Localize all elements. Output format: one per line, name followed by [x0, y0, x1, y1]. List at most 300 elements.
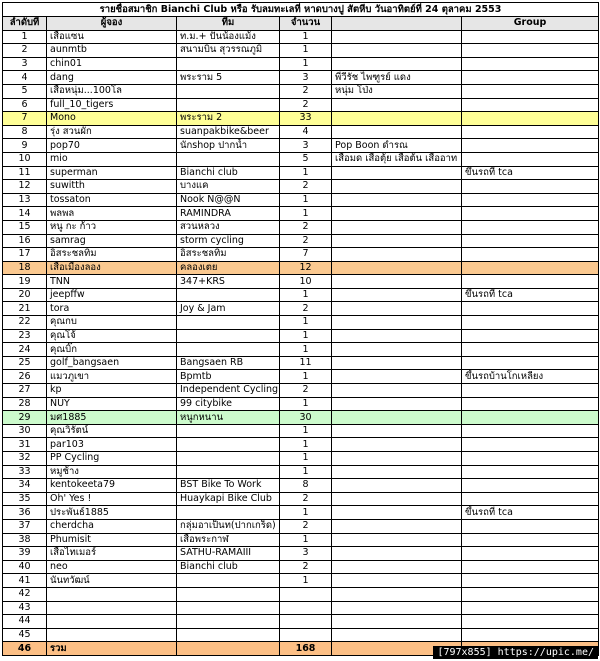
cell-name[interactable]: Oh' Yes !: [47, 492, 177, 506]
cell-name[interactable]: mio: [47, 152, 177, 166]
watermark-label: [797x855] https://upic.me/: [433, 646, 598, 659]
cell-note[interactable]: [332, 44, 462, 58]
cell-team[interactable]: RAMINDRA: [177, 207, 280, 221]
cell-group[interactable]: [462, 112, 599, 126]
cell-group[interactable]: [462, 71, 599, 85]
cell-name[interactable]: Mono: [47, 112, 177, 126]
cell-group[interactable]: [462, 560, 599, 574]
cell-group[interactable]: [462, 316, 599, 330]
cell-count[interactable]: 10: [280, 275, 332, 289]
cell-note[interactable]: [332, 57, 462, 71]
cell-note[interactable]: [332, 180, 462, 194]
cell-no[interactable]: 32: [3, 452, 47, 466]
cell-name[interactable]: tora: [47, 302, 177, 316]
cell-team[interactable]: BST Bike To Work: [177, 479, 280, 493]
cell-note[interactable]: [332, 370, 462, 384]
cell-team[interactable]: [177, 84, 280, 98]
cell-name[interactable]: เสือเมืองลอง: [47, 261, 177, 275]
title-row: [3, 3, 599, 17]
cell-team[interactable]: กลุ่มอาเป็นท(ปากเกร็ด): [177, 519, 280, 533]
cell-count[interactable]: 1: [280, 288, 332, 302]
cell-group[interactable]: [462, 180, 599, 194]
cell-team[interactable]: Bpmtb: [177, 370, 280, 384]
cell-count[interactable]: [280, 615, 332, 629]
cell-note[interactable]: [332, 98, 462, 112]
cell-team[interactable]: [177, 288, 280, 302]
cell-no[interactable]: 40: [3, 560, 47, 574]
cell-count[interactable]: 2: [280, 180, 332, 194]
cell-group[interactable]: [462, 533, 599, 547]
header-count[interactable]: จำนวน: [280, 17, 332, 31]
cell-note[interactable]: [332, 438, 462, 452]
cell-count[interactable]: 2: [280, 519, 332, 533]
cell-name[interactable]: คุณบิ๊ก: [47, 343, 177, 357]
total-count[interactable]: 168: [280, 642, 332, 656]
cell-no[interactable]: 17: [3, 248, 47, 262]
cell-note[interactable]: [332, 397, 462, 411]
cell-no[interactable]: 24: [3, 343, 47, 357]
cell-name[interactable]: คุณวิรัตน์: [47, 424, 177, 438]
cell-count[interactable]: 2: [280, 384, 332, 398]
cell-no[interactable]: 7: [3, 112, 47, 126]
cell-team[interactable]: Bianchi club: [177, 560, 280, 574]
cell-note[interactable]: [332, 533, 462, 547]
cell-group[interactable]: [462, 384, 599, 398]
table-row: [3, 343, 599, 357]
cell-count[interactable]: 1: [280, 30, 332, 44]
cell-count[interactable]: 1: [280, 533, 332, 547]
cell-team[interactable]: storm cycling: [177, 234, 280, 248]
cell-team[interactable]: [177, 628, 280, 642]
cell-no[interactable]: 37: [3, 519, 47, 533]
cell-note[interactable]: [332, 506, 462, 520]
cell-team[interactable]: Nook N@@N: [177, 193, 280, 207]
cell-no[interactable]: 10: [3, 152, 47, 166]
cell-count[interactable]: 5: [280, 152, 332, 166]
table-row: [3, 275, 599, 289]
cell-group[interactable]: [462, 438, 599, 452]
cell-count[interactable]: 1: [280, 574, 332, 588]
cell-no[interactable]: 13: [3, 193, 47, 207]
cell-note[interactable]: Pop Boon ดำรณ: [332, 139, 462, 153]
cell-count[interactable]: 1: [280, 424, 332, 438]
cell-name[interactable]: [47, 628, 177, 642]
cell-name[interactable]: [47, 601, 177, 615]
cell-team[interactable]: หนูกหนาน: [177, 411, 280, 425]
cell-group[interactable]: [462, 248, 599, 262]
cell-name[interactable]: jeepffw: [47, 288, 177, 302]
cell-group[interactable]: [462, 343, 599, 357]
cell-count[interactable]: 3: [280, 547, 332, 561]
cell-count[interactable]: 1: [280, 207, 332, 221]
cell-no[interactable]: 23: [3, 329, 47, 343]
cell-note[interactable]: [332, 560, 462, 574]
cell-count[interactable]: 11: [280, 356, 332, 370]
cell-group[interactable]: [462, 465, 599, 479]
cell-no[interactable]: 6: [3, 98, 47, 112]
cell-team[interactable]: สนามบิน สุวรรณภูมิ: [177, 44, 280, 58]
cell-team[interactable]: SATHU-RAMAIII: [177, 547, 280, 561]
cell-team[interactable]: 99 citybike: [177, 397, 280, 411]
cell-note[interactable]: [332, 316, 462, 330]
cell-group[interactable]: ขึ้นรถที่ tca: [462, 166, 599, 180]
cell-no[interactable]: 43: [3, 601, 47, 615]
cell-note[interactable]: [332, 207, 462, 221]
cell-note[interactable]: [332, 125, 462, 139]
total-label[interactable]: รวม: [47, 642, 177, 656]
cell-group[interactable]: [462, 452, 599, 466]
cell-team[interactable]: พระราม 2: [177, 112, 280, 126]
table-row: [3, 248, 599, 262]
cell-count[interactable]: 7: [280, 248, 332, 262]
header-team[interactable]: ทีม: [177, 17, 280, 31]
cell-note[interactable]: [332, 356, 462, 370]
cell-note[interactable]: [332, 329, 462, 343]
cell-group[interactable]: [462, 356, 599, 370]
cell-group[interactable]: [462, 397, 599, 411]
cell-name[interactable]: หมูช้าง: [47, 465, 177, 479]
cell-team[interactable]: [177, 574, 280, 588]
cell-count[interactable]: 3: [280, 71, 332, 85]
cell-team[interactable]: [177, 343, 280, 357]
cell-name[interactable]: เสือแซน: [47, 30, 177, 44]
cell-count[interactable]: 1: [280, 506, 332, 520]
cell-count[interactable]: 1: [280, 397, 332, 411]
cell-count[interactable]: 2: [280, 492, 332, 506]
cell-count[interactable]: 4: [280, 125, 332, 139]
cell-name[interactable]: NUY: [47, 397, 177, 411]
cell-no[interactable]: 31: [3, 438, 47, 452]
cell-group[interactable]: [462, 220, 599, 234]
cell-count[interactable]: 2: [280, 98, 332, 112]
cell-no[interactable]: 12: [3, 180, 47, 194]
cell-team[interactable]: Huaykapi Bike Club: [177, 492, 280, 506]
cell-note[interactable]: [332, 302, 462, 316]
table-row: [3, 207, 599, 221]
cell-name[interactable]: neo: [47, 560, 177, 574]
cell-team[interactable]: 347+KRS: [177, 275, 280, 289]
cell-no[interactable]: 11: [3, 166, 47, 180]
cell-group[interactable]: [462, 234, 599, 248]
cell-name[interactable]: samrag: [47, 234, 177, 248]
cell-team[interactable]: [177, 601, 280, 615]
cell-name[interactable]: PP Cycling: [47, 452, 177, 466]
cell-name[interactable]: kp: [47, 384, 177, 398]
cell-no[interactable]: 30: [3, 424, 47, 438]
cell-count[interactable]: 30: [280, 411, 332, 425]
cell-count[interactable]: 12: [280, 261, 332, 275]
cell-note[interactable]: [332, 492, 462, 506]
cell-no[interactable]: 38: [3, 533, 47, 547]
cell-name[interactable]: suwitth: [47, 180, 177, 194]
table-row: [3, 438, 599, 452]
cell-group[interactable]: [462, 411, 599, 425]
cell-no[interactable]: 26: [3, 370, 47, 384]
table-row: [3, 261, 599, 275]
header-group[interactable]: Group: [462, 17, 599, 31]
cell-no[interactable]: 9: [3, 139, 47, 153]
cell-note[interactable]: [332, 519, 462, 533]
cell-group[interactable]: [462, 329, 599, 343]
cell-note[interactable]: เสือมด เสือตุ้ย เสือต้น เสืออาท: [332, 152, 462, 166]
cell-note[interactable]: [332, 288, 462, 302]
cell-group[interactable]: [462, 492, 599, 506]
cell-count[interactable]: 1: [280, 44, 332, 58]
cell-count[interactable]: [280, 628, 332, 642]
cell-no[interactable]: 4: [3, 71, 47, 85]
cell-team[interactable]: [177, 452, 280, 466]
cell-note[interactable]: [332, 234, 462, 248]
cell-note[interactable]: [332, 547, 462, 561]
cell-note[interactable]: [332, 628, 462, 642]
cell-name[interactable]: TNN: [47, 275, 177, 289]
cell-note[interactable]: [332, 452, 462, 466]
cell-team[interactable]: บางแค: [177, 180, 280, 194]
cell-count[interactable]: 8: [280, 479, 332, 493]
table-row: [3, 180, 599, 194]
cell-name[interactable]: ประพันธ์1885: [47, 506, 177, 520]
cell-no[interactable]: 20: [3, 288, 47, 302]
cell-note[interactable]: [332, 343, 462, 357]
cell-group[interactable]: [462, 519, 599, 533]
cell-team[interactable]: อิสระชลทิม: [177, 248, 280, 262]
cell-group[interactable]: ขึ้นรถที่ tca: [462, 506, 599, 520]
cell-count[interactable]: 1: [280, 166, 332, 180]
cell-name[interactable]: [47, 587, 177, 601]
cell-name[interactable]: อิสระชลทิม: [47, 248, 177, 262]
cell-note[interactable]: [332, 193, 462, 207]
cell-note[interactable]: [332, 479, 462, 493]
cell-no[interactable]: 42: [3, 587, 47, 601]
cell-count[interactable]: 2: [280, 234, 332, 248]
cell-no[interactable]: 28: [3, 397, 47, 411]
cell-group[interactable]: [462, 125, 599, 139]
cell-note[interactable]: หนุ่ม โป่ง: [332, 84, 462, 98]
cell-count[interactable]: 1: [280, 57, 332, 71]
cell-no[interactable]: 22: [3, 316, 47, 330]
cell-group[interactable]: [462, 152, 599, 166]
cell-no[interactable]: 35: [3, 492, 47, 506]
table-row: [3, 288, 599, 302]
header-note[interactable]: [332, 17, 462, 31]
cell-no[interactable]: 44: [3, 615, 47, 629]
cell-note[interactable]: [332, 275, 462, 289]
cell-group[interactable]: [462, 547, 599, 561]
cell-name[interactable]: kentokeeta79: [47, 479, 177, 493]
cell-no[interactable]: 25: [3, 356, 47, 370]
cell-no[interactable]: 16: [3, 234, 47, 248]
cell-team[interactable]: เสือพระกาฬ: [177, 533, 280, 547]
cell-group[interactable]: [462, 601, 599, 615]
cell-name[interactable]: golf_bangsaen: [47, 356, 177, 370]
cell-group[interactable]: [462, 615, 599, 629]
cell-note[interactable]: [332, 574, 462, 588]
cell-team[interactable]: พระราม 5: [177, 71, 280, 85]
cell-count[interactable]: 2: [280, 560, 332, 574]
table-row: [3, 384, 599, 398]
cell-team[interactable]: [177, 98, 280, 112]
cell-group[interactable]: [462, 30, 599, 44]
cell-group[interactable]: [462, 261, 599, 275]
table-row: [3, 615, 599, 629]
cell-count[interactable]: 1: [280, 343, 332, 357]
cell-no[interactable]: 2: [3, 44, 47, 58]
cell-team[interactable]: Bangsaen RB: [177, 356, 280, 370]
cell-name[interactable]: แมวภูเขา: [47, 370, 177, 384]
cell-group[interactable]: [462, 44, 599, 58]
cell-team[interactable]: Independent Cycling: [177, 384, 280, 398]
cell-team[interactable]: Joy & Jam: [177, 302, 280, 316]
cell-team[interactable]: [177, 57, 280, 71]
cell-no[interactable]: 5: [3, 84, 47, 98]
cell-name[interactable]: cherdcha: [47, 519, 177, 533]
cell-group[interactable]: [462, 84, 599, 98]
cell-count[interactable]: 1: [280, 370, 332, 384]
cell-team[interactable]: [177, 465, 280, 479]
cell-group[interactable]: [462, 57, 599, 71]
cell-name[interactable]: chin01: [47, 57, 177, 71]
cell-name[interactable]: คุณโจ้: [47, 329, 177, 343]
cell-group[interactable]: [462, 302, 599, 316]
table-row: [3, 628, 599, 642]
cell-note[interactable]: พี่วีรัช ไพฑูรย์ แดง: [332, 71, 462, 85]
cell-note[interactable]: [332, 166, 462, 180]
cell-name[interactable]: aunmtb: [47, 44, 177, 58]
cell-count[interactable]: 3: [280, 139, 332, 153]
table-row: [3, 547, 599, 561]
cell-name[interactable]: dang: [47, 71, 177, 85]
cell-name[interactable]: superman: [47, 166, 177, 180]
cell-group[interactable]: [462, 574, 599, 588]
cell-no[interactable]: 1: [3, 30, 47, 44]
cell-team[interactable]: สวนหลวง: [177, 220, 280, 234]
cell-no[interactable]: 39: [3, 547, 47, 561]
cell-name[interactable]: เสือไทเมอร์: [47, 547, 177, 561]
cell-count[interactable]: [280, 587, 332, 601]
cell-no[interactable]: 41: [3, 574, 47, 588]
cell-team[interactable]: [177, 424, 280, 438]
cell-name[interactable]: par103: [47, 438, 177, 452]
cell-note[interactable]: [332, 261, 462, 275]
total-team[interactable]: [177, 642, 280, 656]
cell-count[interactable]: 1: [280, 193, 332, 207]
cell-note[interactable]: [332, 424, 462, 438]
cell-team[interactable]: คลองเตย: [177, 261, 280, 275]
cell-note[interactable]: [332, 465, 462, 479]
table-row: [3, 533, 599, 547]
cell-team[interactable]: suanpakbike&beer: [177, 125, 280, 139]
cell-count[interactable]: 1: [280, 329, 332, 343]
cell-name[interactable]: รุ่ง สวนผัก: [47, 125, 177, 139]
cell-group[interactable]: [462, 628, 599, 642]
cell-note[interactable]: [332, 384, 462, 398]
table-row: [3, 234, 599, 248]
cell-team[interactable]: [177, 438, 280, 452]
cell-name[interactable]: หนู กะ ก้าว: [47, 220, 177, 234]
cell-note[interactable]: [332, 220, 462, 234]
cell-count[interactable]: 1: [280, 316, 332, 330]
cell-note[interactable]: [332, 587, 462, 601]
cell-note[interactable]: [332, 601, 462, 615]
cell-no[interactable]: 14: [3, 207, 47, 221]
cell-no[interactable]: 18: [3, 261, 47, 275]
cell-team[interactable]: [177, 615, 280, 629]
cell-group[interactable]: ขึ้นรถที่ tca: [462, 288, 599, 302]
cell-team[interactable]: [177, 316, 280, 330]
cell-name[interactable]: pop70: [47, 139, 177, 153]
cell-group[interactable]: [462, 479, 599, 493]
cell-note[interactable]: [332, 112, 462, 126]
cell-no[interactable]: 33: [3, 465, 47, 479]
cell-name[interactable]: นันทวัฒน์: [47, 574, 177, 588]
table-row: [3, 112, 599, 126]
cell-name[interactable]: tossaton: [47, 193, 177, 207]
cell-name[interactable]: คุณกบ: [47, 316, 177, 330]
cell-no[interactable]: 3: [3, 57, 47, 71]
cell-no[interactable]: 19: [3, 275, 47, 289]
cell-group[interactable]: [462, 424, 599, 438]
cell-no[interactable]: 36: [3, 506, 47, 520]
cell-note[interactable]: [332, 30, 462, 44]
cell-group[interactable]: [462, 275, 599, 289]
cell-note[interactable]: [332, 411, 462, 425]
cell-count[interactable]: 1: [280, 465, 332, 479]
cell-count[interactable]: 1: [280, 452, 332, 466]
cell-name[interactable]: เสือหนุ่ม...100โล: [47, 84, 177, 98]
cell-count[interactable]: 2: [280, 220, 332, 234]
cell-group[interactable]: [462, 207, 599, 221]
cell-group[interactable]: ขึ้นรถบ้านโกเหลียง: [462, 370, 599, 384]
cell-count[interactable]: 1: [280, 438, 332, 452]
cell-count[interactable]: 2: [280, 302, 332, 316]
cell-count[interactable]: [280, 601, 332, 615]
cell-no[interactable]: 15: [3, 220, 47, 234]
cell-group[interactable]: [462, 98, 599, 112]
cell-team[interactable]: [177, 587, 280, 601]
cell-count[interactable]: 2: [280, 84, 332, 98]
cell-no[interactable]: 27: [3, 384, 47, 398]
cell-group[interactable]: [462, 587, 599, 601]
cell-no[interactable]: 21: [3, 302, 47, 316]
cell-name[interactable]: มศ1885: [47, 411, 177, 425]
cell-group[interactable]: [462, 193, 599, 207]
table-row: [3, 424, 599, 438]
cell-name[interactable]: [47, 615, 177, 629]
cell-team[interactable]: [177, 506, 280, 520]
header-no[interactable]: ลำดับที่: [3, 17, 47, 31]
cell-team[interactable]: Bianchi club: [177, 166, 280, 180]
table-row: [3, 397, 599, 411]
cell-no[interactable]: 34: [3, 479, 47, 493]
total-no[interactable]: 46: [3, 642, 47, 656]
table-row: [3, 465, 599, 479]
cell-team[interactable]: ท.ม.+ ปั่นน้องแม้ง: [177, 30, 280, 44]
cell-team[interactable]: นักshop ปากน้ำ: [177, 139, 280, 153]
cell-no[interactable]: 45: [3, 628, 47, 642]
cell-team[interactable]: [177, 329, 280, 343]
cell-count[interactable]: 33: [280, 112, 332, 126]
cell-no[interactable]: 8: [3, 125, 47, 139]
cell-group[interactable]: [462, 139, 599, 153]
cell-note[interactable]: [332, 248, 462, 262]
cell-note[interactable]: [332, 615, 462, 629]
cell-team[interactable]: [177, 152, 280, 166]
header-name[interactable]: ผู้จอง: [47, 17, 177, 31]
cell-name[interactable]: full_10_tigers: [47, 98, 177, 112]
cell-no[interactable]: 29: [3, 411, 47, 425]
cell-name[interactable]: Phumisit: [47, 533, 177, 547]
cell-name[interactable]: พลพล: [47, 207, 177, 221]
